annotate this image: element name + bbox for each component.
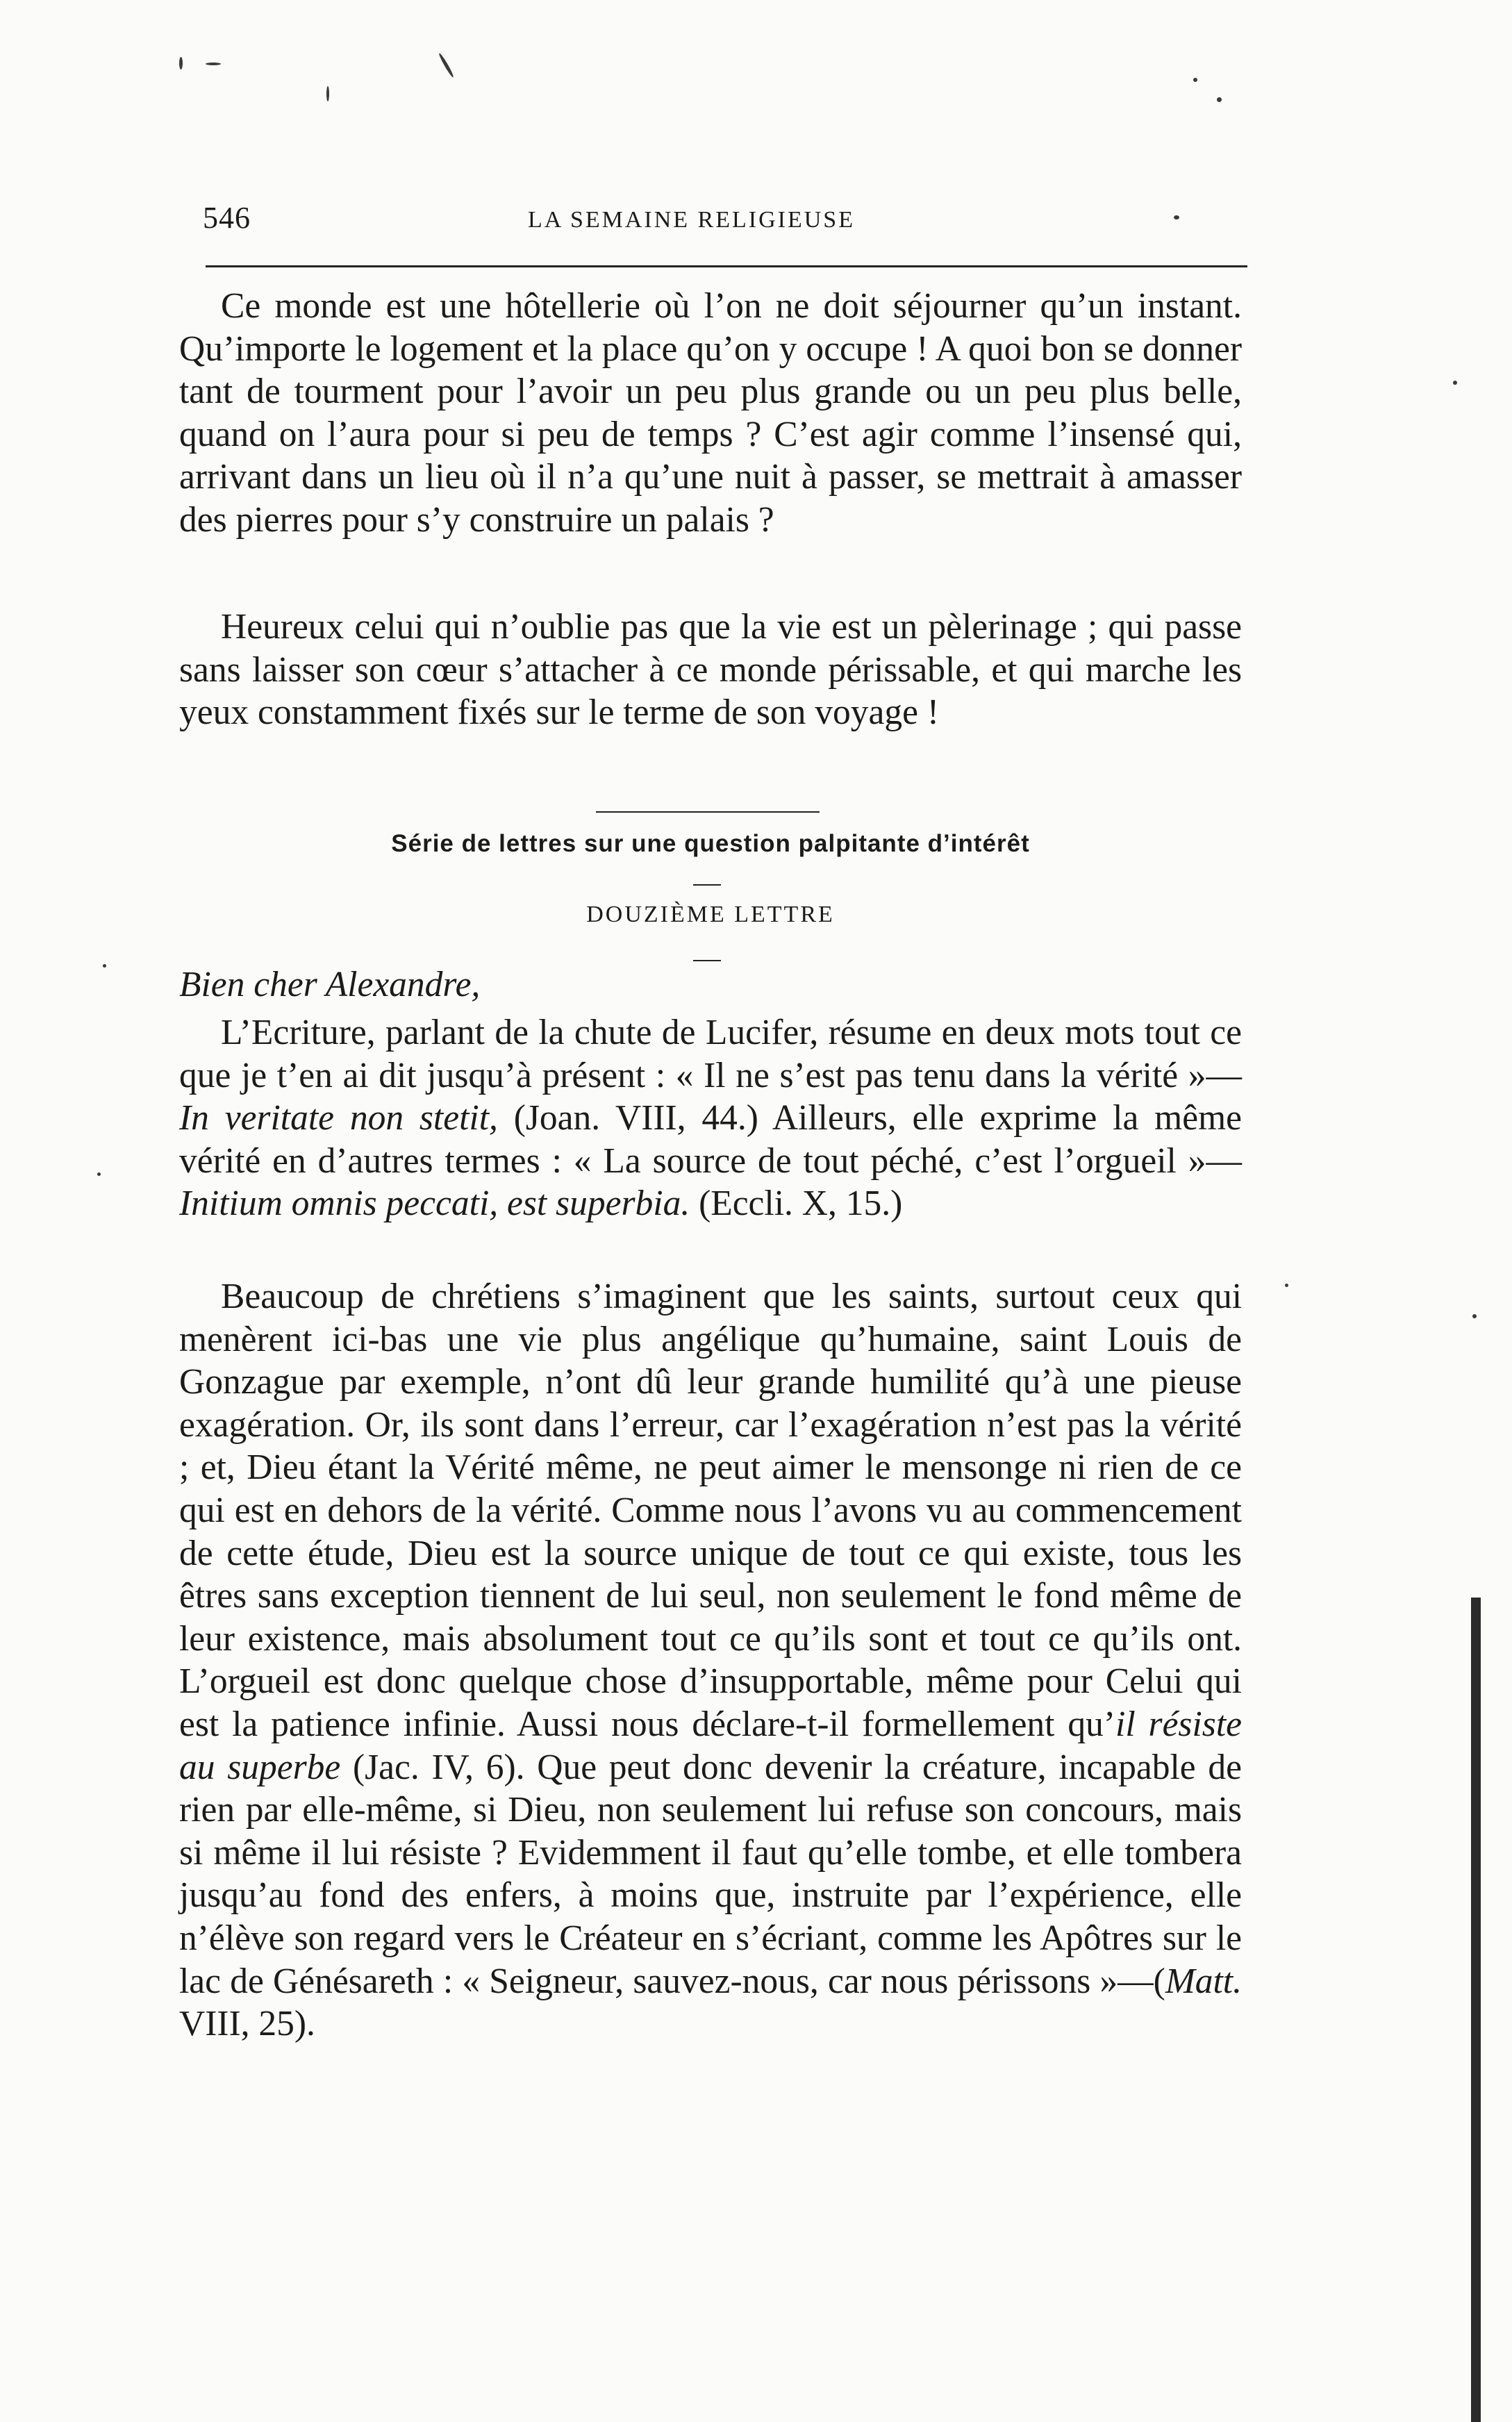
scan-speck (326, 86, 329, 101)
text-run: (Joan. VIII, 44.) Ailleurs, elle exprime la même vérité en d’autres termes : « La source de tout péché, c’est l’orgueil »— (179, 1098, 1242, 1181)
header-rule (206, 265, 1247, 267)
section-separator (596, 811, 820, 813)
scan-speck (1217, 97, 1222, 102)
scan-speck (179, 57, 183, 69)
text-run: VIII, 25). (179, 2004, 315, 2044)
latin-quote: Initium omnis peccati, est superbia. (179, 1184, 690, 1224)
scan-speck (1453, 381, 1457, 385)
letter-paragraph (179, 1011, 1242, 1225)
scan-speck (1472, 1314, 1477, 1318)
letter-salutation: Bien cher Alexandre, (179, 965, 481, 1004)
scan-speck (103, 964, 106, 968)
paragraph: Ce monde est une hôtellerie où l’on ne doit séjourner qu’un instant. Qu’importe le logement et la place qu’on y occupe ! A quoi bon se donner tant de tourment pour l’avoir un peu plus grande ou un peu plus belle, quand on l’aura pour si peu de temps ? C’est agir comme l’insensé qui, arrivant dans un lieu où il n’a qu’une nuit à passer, se mettrait à amasser des pierres pour s’y construire un palais ? (179, 286, 1242, 540)
series-heading: Série de lettres sur une question palpitante d’intérêt (391, 830, 1030, 857)
text-run: (Jac. IV, 6). Que peut donc devenir la créature, incapable de rien par elle-même, si Dieu, non seulement lui refuse son concours, mais si même il lui résiste ? Evidemment il faut qu’elle tombe, et elle tombera jusqu’au fond des enfers, à moins que, instruite par l’expérience, elle n’élève son regard vers le Créateur en s’écriant, comme les Apôtres sur le lac de Génésareth : « Seigneur, sauvez-nous, car nous périssons »—( (179, 1747, 1242, 2001)
citation: Matt. (1165, 1961, 1242, 2001)
heading-dash (693, 884, 721, 886)
text-run: L’Ecriture, parlant de la chute de Lucifer, résume en deux mots tout ce que je t’en ai dit jusqu’à présent : « Il ne s’est pas tenu dans la vérité »— (179, 1013, 1242, 1095)
paragraph: Heureux celui qui n’oublie pas que la vie est un pèlerinage ; qui passe sans laisser son cœur s’attacher à ce monde périssable, et qui marche les yeux constamment fixés sur le terme de son voyage ! (179, 607, 1242, 733)
text-run: (Eccli. X, 15.) (690, 1184, 903, 1224)
scripture-quote: il résiste au superbe (179, 1704, 1242, 1787)
page-number: 546 (203, 201, 251, 235)
letter-paragraph (179, 1275, 1242, 2046)
heading-dash (693, 960, 721, 961)
running-head (203, 200, 1224, 242)
scan-speck (1193, 78, 1197, 82)
scan-speck (206, 63, 221, 65)
journal-title: LA SEMAINE RELIGIEUSE (528, 207, 855, 233)
scan-speck (1285, 1284, 1288, 1287)
scan-speck (97, 1172, 101, 1176)
letter-heading: DOUZIÈME LETTRE (586, 902, 835, 927)
latin-quote: In veritate non stetit, (179, 1098, 498, 1138)
scan-page-edge (1471, 1598, 1481, 2422)
scan-speck (438, 52, 454, 78)
text-run: Beaucoup de chrétiens s’imaginent que les saints, surtout ceux qui menèrent ici-bas une vie plus angélique qu’humaine, saint Louis de Gonzague par exemple, n’ont dû leur grande humilité qu’à une pieuse exagération. Or, ils sont dans l’erreur, car l’exagération n’est pas la vérité ; et, Dieu étant la Vérité même, ne peut aimer le mensonge ni rien de ce qui est en dehors de la vérité. Comme nous l’avons vu au commencement de cette étude, Dieu est la source unique de tout ce qui existe, tous les êtres sans exception tiennent de lui seul, non seulement le fond même de leur existence, mais absolument tout ce qu’ils sont et tout ce qu’ils ont. L’orgueil est donc quelque chose d’insupportable, même pour Celui qui est la patience infinie. Aussi nous déclare-t-il formellement qu’ (179, 1277, 1242, 1744)
